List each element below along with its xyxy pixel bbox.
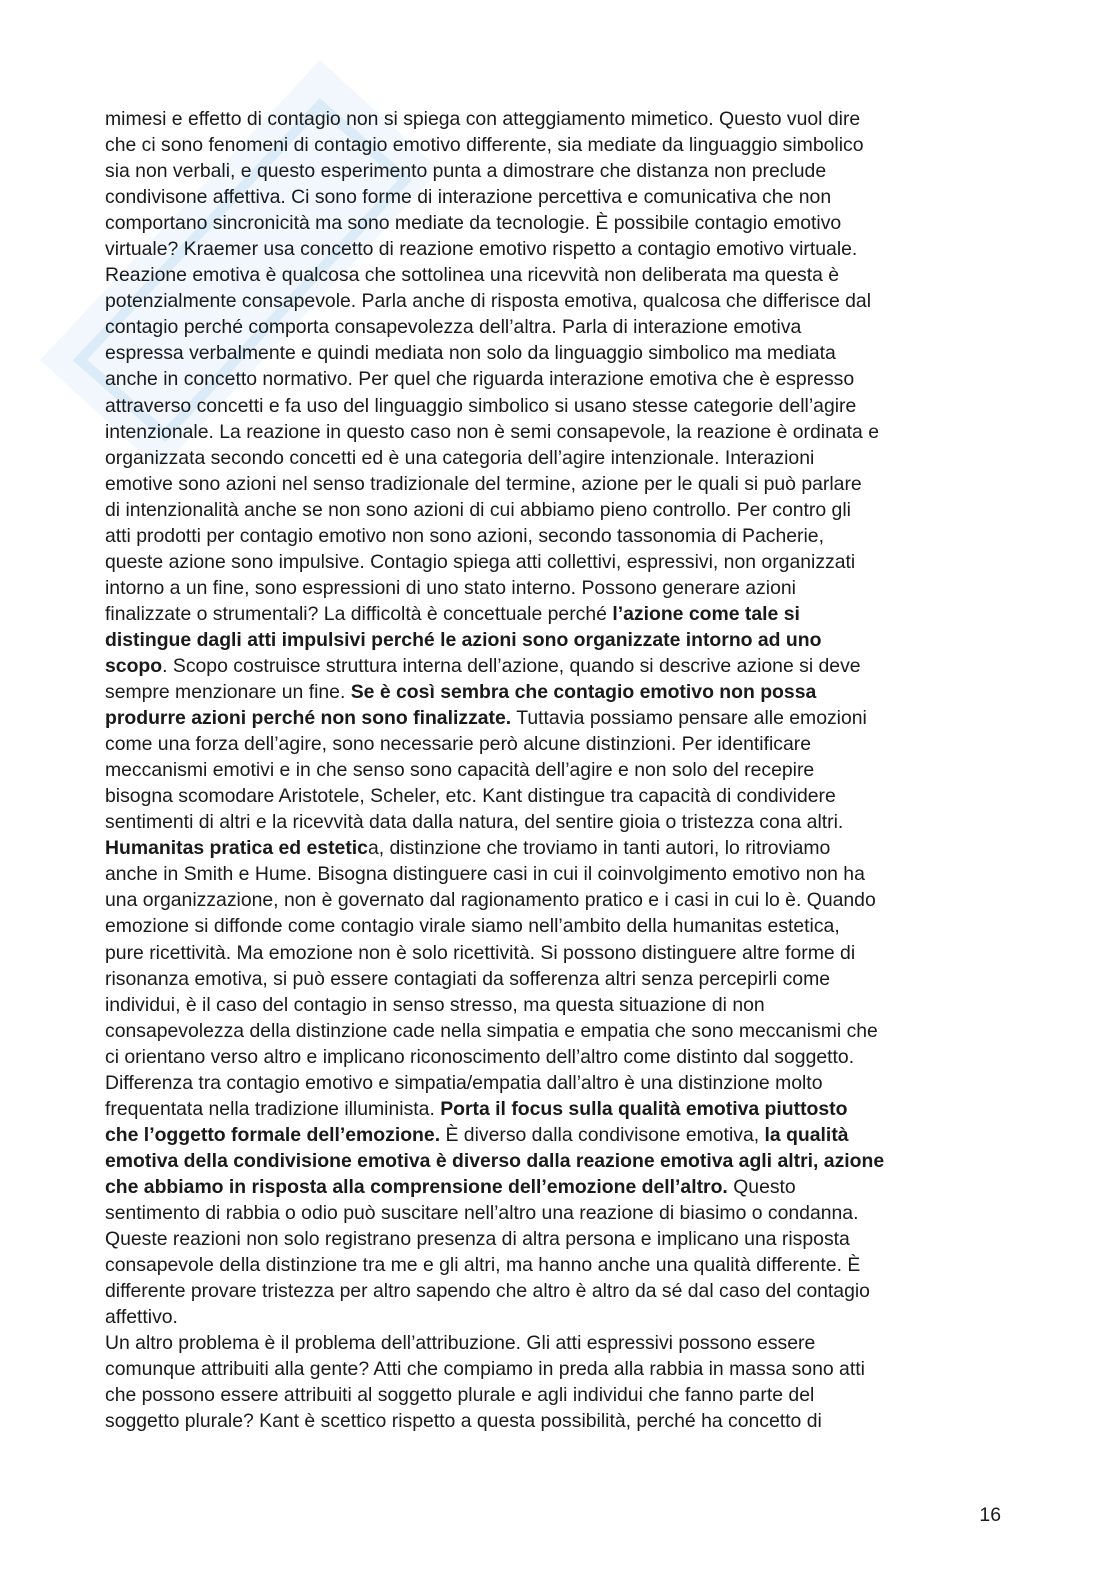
text-line (105, 471, 1010, 497)
page-number: 16 (979, 1504, 1001, 1526)
bold-text: emotiva della condivisione emotiva è diverso dalla reazione emotiva agli altri, azione (105, 1149, 885, 1172)
text-run: . Scopo costruisce struttura interna dell’azione, quando si descrive azione si deve (162, 654, 861, 677)
text-line (105, 809, 1010, 835)
text-run: affettivo. (105, 1306, 178, 1329)
text-line (105, 835, 1010, 861)
text-line (105, 913, 1010, 939)
text-line (105, 783, 1010, 809)
text-line (105, 1200, 1010, 1226)
text-line (105, 210, 1010, 236)
bold-text: Humanitas pratica ed estetic (105, 837, 368, 860)
text-run: meccanismi emotivi e in che senso sono capacità dell’agire e non solo del recepire (105, 759, 815, 782)
text-line (105, 653, 1010, 679)
text-line (105, 1148, 1010, 1174)
text-line (105, 340, 1010, 366)
text-run: Questo (727, 1175, 796, 1198)
text-line (105, 679, 1010, 705)
text-run: queste azione sono impulsive. Contagio spiega atti collettivi, espressivi, non organizzati (105, 550, 856, 573)
text-line (105, 523, 1010, 549)
text-line (105, 1070, 1010, 1096)
text-run: risonanza emotiva, si può essere contagiati da sofferenza altri senza percepirli come (105, 967, 831, 990)
text-line (105, 1408, 1010, 1434)
text-line (105, 393, 1010, 419)
text-line (105, 757, 1010, 783)
text-line (105, 966, 1010, 992)
text-run: sia non verbali, e questo esperimento punta a dimostrare che distanza non preclude (105, 160, 827, 183)
text-run: intorno a un fine, sono espressioni di uno stato interno. Possono generare azioni (105, 576, 796, 599)
bold-text: che l’oggetto formale dell’emozione. (105, 1123, 441, 1146)
text-run: che possono essere attribuiti al soggetto plurale e agli individui che fanno parte del (105, 1384, 815, 1407)
text-run: bisogna scomodare Aristotele, Scheler, etc. Kant distingue tra capacità di condividere (105, 785, 836, 808)
text-run: differente provare tristezza per altro sapendo che altro è altro da sé dal caso del contagio (105, 1280, 870, 1303)
text-run: sentimenti di altri e la ricevvità data dalla natura, del sentire gioia o tristezza cona altri. (105, 811, 844, 834)
text-line (105, 992, 1010, 1018)
text-line (105, 575, 1010, 601)
text-run: come una forza dell’agire, sono necessarie però alcune distinzioni. Per identificare (105, 733, 811, 756)
bold-text: Se è così sembra che contagio emotivo non possa (350, 681, 817, 704)
text-line (105, 1018, 1010, 1044)
text-run: Reazione emotiva è qualcosa che sottolinea una ricevvità non deliberata ma questa è (105, 264, 840, 287)
text-run: attraverso concetti e fa uso del linguaggio simbolico si usano stesse categorie dell’agire (105, 394, 857, 417)
bold-text: la qualità (764, 1123, 849, 1146)
text-line (105, 1330, 1010, 1356)
text-run: soggetto plurale? Kant è scettico rispetto a questa possibilità, perché ha concetto di (105, 1410, 822, 1433)
text-line (105, 419, 1010, 445)
text-line (105, 705, 1010, 731)
text-run: virtuale? Kraemer usa concetto di reazione emotivo rispetto a contagio emotivo virtuale. (105, 238, 858, 261)
text-run: Un altro problema è il problema dell’attribuzione. Gli atti espressivi possono essere (105, 1332, 816, 1355)
text-line (105, 236, 1010, 262)
text-line (105, 887, 1010, 913)
bold-text: distingue dagli atti impulsivi perché le azioni sono organizzate intorno ad uno (105, 628, 822, 651)
text-line (105, 1304, 1010, 1330)
text-run: sentimento di rabbia o odio può suscitare nell’altro una reazione di biasimo o condanna. (105, 1201, 859, 1224)
text-line (105, 1226, 1010, 1252)
text-line (105, 861, 1010, 887)
text-run: contagio perché comporta consapevolezza dell’altra. Parla di interazione emotiva (105, 316, 802, 339)
text-run: di intenzionalità anche se non sono azioni di cui abbiamo pieno controllo. Per contro gli (105, 498, 851, 521)
text-line (105, 1356, 1010, 1382)
bold-text: l’azione come tale si (612, 602, 800, 625)
text-run: consapevole della distinzione tra me e gli altri, ma hanno anche una qualità differente. È (105, 1254, 861, 1277)
text-run: emotive sono azioni nel senso tradizionale del termine, azione per le quali si può parlare (105, 472, 862, 495)
text-line (105, 106, 1010, 132)
text-run: atti prodotti per contagio emotivo non sono azioni, secondo tassonomia di Pacherie, (105, 524, 824, 547)
text-line (105, 1252, 1010, 1278)
text-line (105, 1174, 1010, 1200)
text-run: che ci sono fenomeni di contagio emotivo differente, sia mediate da linguaggio simbolico (105, 134, 864, 157)
text-line (105, 549, 1010, 575)
text-run: condivisone affettiva. Ci sono forme di interazione percettiva e comunicativa che non (105, 186, 832, 209)
text-run: pure ricettività. Ma emozione non è solo ricettività. Si possono distinguere altre forme di (105, 941, 856, 964)
text-run: una organizzazione, non è governato dal ragionamento pratico e i casi in cui lo è. Quando (105, 889, 876, 912)
text-run: comunque attribuiti alla gente? Atti che compiamo in preda alla rabbia in massa sono atti (105, 1358, 865, 1381)
bold-text: che abbiamo in risposta alla comprensione dell’emozione dell’altro. (105, 1175, 728, 1198)
text-run: frequentata nella tradizione illuminista. (105, 1097, 441, 1120)
text-line (105, 497, 1010, 523)
text-line (105, 262, 1010, 288)
text-run: Queste reazioni non solo registrano presenza di altra persona e implicano una risposta (105, 1228, 850, 1251)
text-line (105, 445, 1010, 471)
text-run: anche in concetto normativo. Per quel che riguarda interazione emotiva che è espresso (105, 368, 855, 391)
text-run: ci orientano verso altro e implicano riconoscimento dell’altro come distinto dal soggetto. (105, 1045, 855, 1068)
text-line (105, 314, 1010, 340)
text-run: a, distinzione che troviamo in tanti autori, lo ritroviamo (367, 837, 831, 860)
text-run: Tuttavia possiamo pensare alle emozioni (511, 707, 867, 730)
bold-text: produrre azioni perché non sono finalizzate. (105, 707, 512, 730)
text-run: individui, è il caso del contagio in senso stresso, ma questa situazione di non (105, 993, 765, 1016)
text-line (105, 1096, 1010, 1122)
text-line (105, 731, 1010, 757)
text-line (105, 1122, 1010, 1148)
text-run: È diverso dalla condivisone emotiva, (440, 1123, 765, 1146)
text-run: espressa verbalmente e quindi mediata non solo da linguaggio simbolico ma mediata (105, 342, 836, 365)
text-run: anche in Smith e Hume. Bisogna distinguere casi in cui il coinvolgimento emotivo non ha (105, 863, 865, 886)
text-run: Differenza tra contagio emotivo e simpatia/empatia dall’altro è una distinzione molto (105, 1071, 823, 1094)
text-run: comportano sincronicità ma sono mediate da tecnologie. È possibile contagio emotivo (105, 212, 842, 235)
text-line (105, 1044, 1010, 1070)
text-run: potenzialmente consapevole. Parla anche di risposta emotiva, qualcosa che differisce dal (105, 290, 872, 313)
text-line (105, 627, 1010, 653)
page-body (105, 106, 1010, 1434)
text-line (105, 1278, 1010, 1304)
text-line (105, 288, 1010, 314)
text-line (105, 1382, 1010, 1408)
text-run: mimesi e effetto di contagio non si spiega con atteggiamento mimetico. Questo vuol dire (105, 108, 861, 130)
text-line (105, 158, 1010, 184)
bold-text: scopo (105, 654, 163, 677)
bold-text: Porta il focus sulla qualità emotiva piuttosto (440, 1097, 848, 1120)
text-run: intenzionale. La reazione in questo caso non è semi consapevole, la reazione è ordinata e (105, 420, 879, 443)
text-line (105, 366, 1010, 392)
text-run: sempre menzionare un fine. (105, 681, 351, 704)
text-run: finalizzate o strumentali? La difficoltà è concettuale perché (105, 602, 613, 625)
text-run: emozione si diffonde come contagio virale siamo nell’ambito della humanitas estetica, (105, 915, 840, 938)
text-run: organizzata secondo concetti ed è una categoria dell’agire intenzionale. Interazioni (105, 446, 815, 469)
text-line (105, 184, 1010, 210)
text-line (105, 940, 1010, 966)
text-line (105, 601, 1010, 627)
text-run: consapevolezza della distinzione cade nella simpatia e empatia che sono meccanismi che (105, 1019, 878, 1042)
text-line (105, 132, 1010, 158)
